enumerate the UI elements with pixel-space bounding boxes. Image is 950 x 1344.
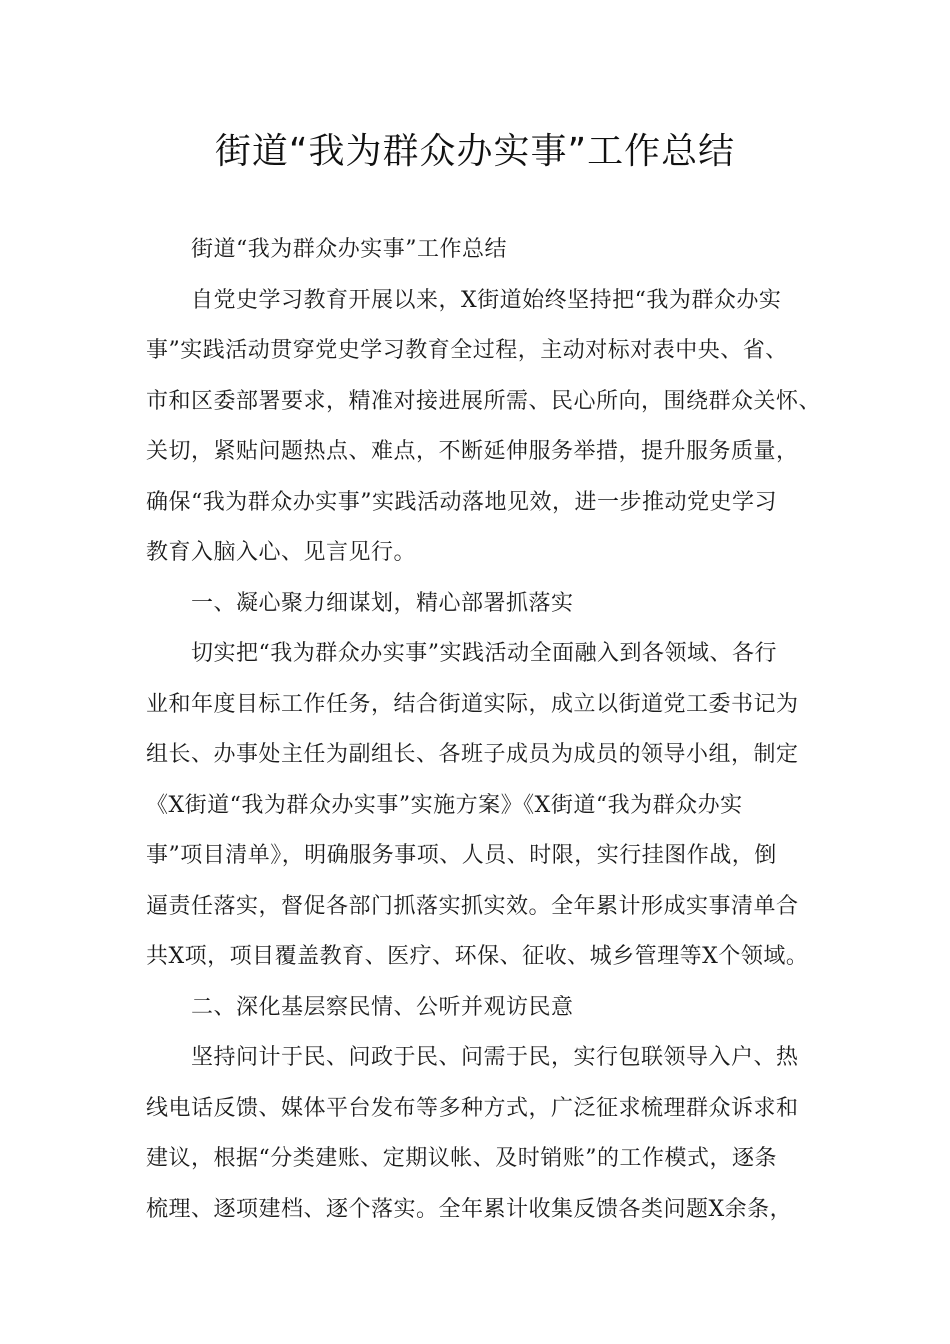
- paragraph-line: 切实把“我为群众办实事”实践活动全面融入到各领域、各行: [191, 641, 777, 666]
- paragraph-line: 坚持问计于民、问政于民、问需于民，实行包联领导入户、热: [191, 1045, 799, 1070]
- paragraph-line: 梳理、逐项建档、逐个落实。全年累计收集反馈各类问题X余条，: [146, 1196, 793, 1222]
- paragraph-line: 事”项目清单》，明确服务事项、人员、时限，实行挂图作战，倒: [146, 843, 777, 868]
- document-body: [146, 225, 826, 1235]
- paragraph-line: 共X项，项目覆盖教育、医疗、环保、征收、城乡管理等X个领域。: [146, 944, 809, 969]
- section-heading-1: 一、凝心聚力细谋划，精心部署抓落实: [191, 590, 574, 616]
- paragraph-line: 业和年度目标工作任务，结合街道实际，成立以街道党工委书记为: [146, 691, 799, 717]
- document-title: 街道“我为群众办实事”工作总结: [214, 131, 736, 172]
- paragraph-line: 市和区委部署要求，精准对接进展所需、民心所向，围绕群众关怀、: [146, 388, 822, 414]
- paragraph-line: 自党史学习教育开展以来，X街道始终坚持把“我为群众办实: [191, 287, 782, 313]
- paragraph-line: 线电话反馈、媒体平台发布等多种方式，广泛征求梳理群众诉求和: [146, 1095, 799, 1121]
- paragraph-line: 建议，根据“分类建账、定期议帐、及时销账”的工作模式，逐条: [146, 1146, 777, 1171]
- paragraph-line: 教育入脑入心、见言见行。: [146, 540, 417, 565]
- paragraph-line: 逼责任落实，督促各部门抓落实抓实效。全年累计形成实事清单合: [146, 893, 799, 919]
- paragraph-line: 关切，紧贴问题热点、难点，不断延伸服务举措，提升服务质量，: [146, 439, 799, 464]
- paragraph-line: 确保“我为群众办实事”实践活动落地见效，进一步推动党史学习: [146, 489, 777, 515]
- paragraph-line: 事”实践活动贯穿党史学习教育全过程，主动对标对表中央、省、: [146, 338, 788, 363]
- subtitle-line: 街道“我为群众办实事”工作总结: [191, 237, 507, 262]
- section-heading-2: 二、深化基层察民情、公听并观访民意: [191, 994, 574, 1020]
- paragraph-line: 组长、办事处主任为副组长、各班子成员为成员的领导小组，制定: [146, 742, 799, 767]
- paragraph-line: 《X街道“我为群众办实事”实施方案》《X街道“我为群众办实: [146, 792, 743, 818]
